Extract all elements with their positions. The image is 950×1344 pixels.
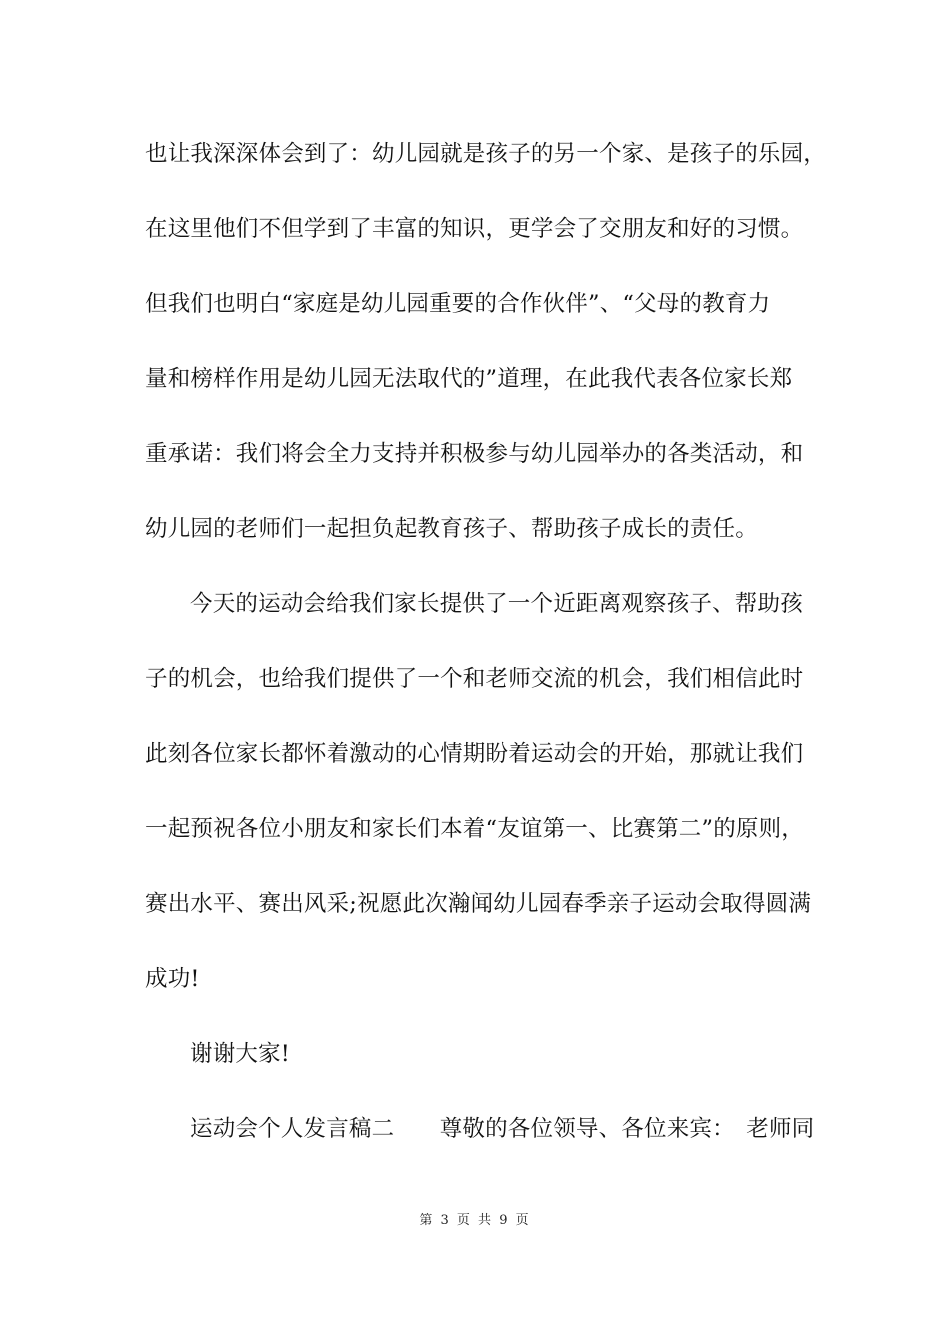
body-text-line: 重承诺：我们将会全力支持并积极参与幼儿园举办的各类活动，和 (145, 441, 804, 467)
body-text-line: 幼儿园的老师们一起担负起教育孩子、帮助孩子成长的责任。 (145, 516, 758, 542)
body-text-line: 也让我深深体会到了：幼儿园就是孩子的另一个家、是孩子的乐园， (145, 141, 827, 167)
page-number-footer: 第 3 页 共 9 页 (419, 1213, 531, 1228)
body-text-line: 此刻各位家长都怀着激动的心情期盼着运动会的开始，那就让我们 (145, 741, 804, 767)
closing-thanks-line: 谢谢大家! (190, 1041, 291, 1067)
paragraph-first-line: 今天的运动会给我们家长提供了一个近距离观察孩子、帮助孩 (190, 591, 803, 617)
body-text-line: 子的机会，也给我们提供了一个和老师交流的机会，我们相信此时 (145, 666, 804, 692)
body-text-line: 赛出水平、赛出风采;祝愿此次瀚闻幼儿园春季亲子运动会取得圆满 (145, 891, 812, 917)
body-text-line: 一起预祝各位小朋友和家长们本着“友谊第一、比赛第二”的原则， (145, 816, 805, 842)
body-text-line: 成功! (145, 966, 200, 992)
body-text-line: 量和榜样作用是幼儿园无法取代的”道理，在此我代表各位家长郑 (145, 366, 793, 392)
body-text-line: 在这里他们不但学到了丰富的知识，更学会了交朋友和好的习惯。 (145, 216, 804, 242)
body-text-line: 但我们也明白“家庭是幼儿园重要的合作伙伴”、“父母的教育力 (145, 291, 771, 317)
second-speech-heading-line: 运动会个人发言稿二 尊敬的各位领导、各位来宾： 老师同 (190, 1116, 815, 1142)
